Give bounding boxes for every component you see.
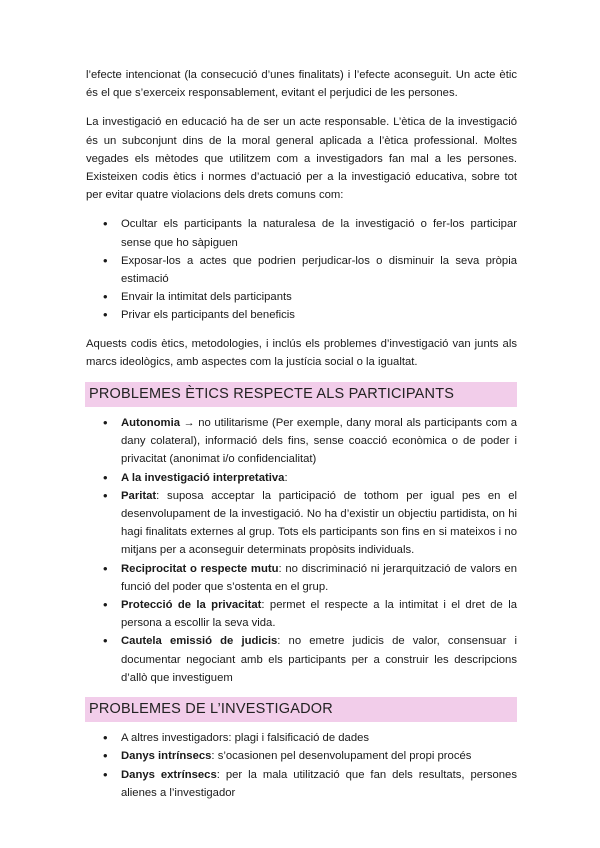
section-heading-investigator: PROBLEMES DE L’INVESTIGADOR <box>85 697 517 722</box>
list-item: • Envair la intimitat dels participants <box>86 288 517 306</box>
list-item: • Danys extrínsecs: per la mala utilització que fan dels resultats, persones alienes a l’investigador <box>86 766 517 802</box>
document-page <box>86 66 517 812</box>
list-item: • A altres investigadors: plagi i falsificació de dades <box>86 729 517 747</box>
list-item: • Reciprocitat o respecte mutu: no discriminació ni jerarquització de valors en funció del poder que s’ostenta en el grup. <box>86 560 517 596</box>
paragraph-intro-1: l’efecte intencionat (la consecució d’unes finalitats) i l’efecte aconseguit. Un acte ètic és el que s’exerceix responsablement, evitant el perjudici de les persones. <box>86 69 517 100</box>
section-heading-participants: PROBLEMES ÈTICS RESPECTE ALS PARTICIPANTS <box>85 382 517 407</box>
list-item: • Autonomia → no utilitarisme (Per exemple, dany moral als participants com a dany colateral), informació dels fins, sense coacció econòmica o de poder i privacitat (anonimat i/o confidencialitat) <box>86 414 517 469</box>
list-item: • Exposar-los a actes que podrien perjudicar-los o disminuir la seva pròpia estimació <box>86 252 517 288</box>
arrow-right-icon: → <box>183 417 195 430</box>
paragraph-intro-3: Aquests codis ètics, metodologies, i inclús els problemes d’investigació van junts als marcs ideològics, amb aspectes com la justícia social o la igualtat. <box>86 337 517 368</box>
list-item: • Danys intrínsecs: s’ocasionen pel desenvolupament del propi procés <box>86 747 517 765</box>
list-item: • Paritat: suposa acceptar la participació de tothom per igual pes en el desenvolupament de la investigació. No ha d’existir un objectiu partidista, on hi hagi finalitats externes al grup. Tots els participants son fins en si mateixos i no mitjans per a aconseguir determinats propòsits individuals. <box>86 487 517 560</box>
list-item: • A la investigació interpretativa: <box>86 469 517 487</box>
list-item: • Ocultar els participants la naturalesa de la investigació o fer-los participar sense que ho sàpiguen <box>86 215 517 251</box>
investigator-problems-list <box>86 729 517 802</box>
violations-list <box>86 215 517 324</box>
list-item: • Cautela emissió de judicis: no emetre judicis de valor, consensuar i documentar negociant amb els participants per a construir les descripcions d’allò que investiguem <box>86 632 517 687</box>
list-item: • Protecció de la privacitat: permet el respecte a la intimitat i el dret de la persona a escollir la seva vida. <box>86 596 517 632</box>
list-item: • Privar els participants del beneficis <box>86 306 517 324</box>
participant-problems-list <box>86 414 517 687</box>
paragraph-intro-2: La investigació en educació ha de ser un acte responsable. L’ètica de la investigació és un subconjunt dins de la moral general aplicada a l’ètica professional. Moltes vegades els mètodes que utilitzem com a investigadors fan mal a les persones. Existeixen codis ètics i normes d’actuació per a la investigació educativa, sobre tot per evitar quatre violacions dels drets comuns com: <box>86 116 517 202</box>
